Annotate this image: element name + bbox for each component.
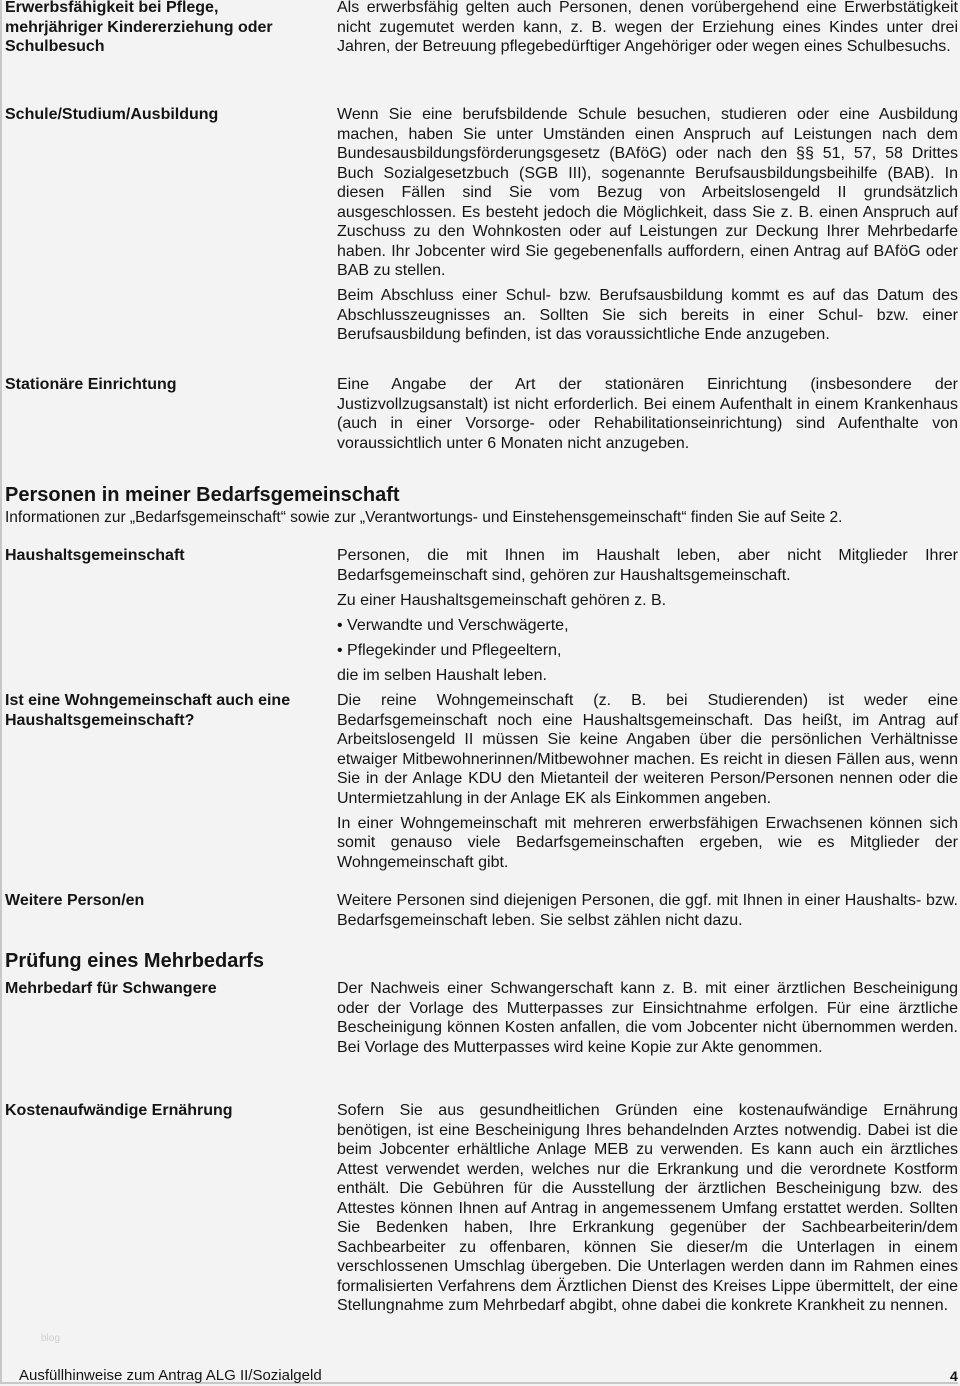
list-item: • Verwandte und Verschwägerte, — [337, 616, 569, 634]
paragraph: Der Nachweis einer Schwangerschaft kann z. B. mit einer ärztlichen Bescheinigung oder der Vorlage des Mutterpasses zur Einsichtnahme erfolgen. Für eine ärztliche Bescheinigung können Kosten anfallen, die vom Jobcenter nicht übernommen werden. Bei Vorlage des Mutterpasses wird keine Kopie zur Akte genommen. — [337, 980, 958, 1056]
list-item: • Pflegekinder und Pflegeeltern, — [337, 641, 562, 659]
paragraph: In einer Wohngemeinschaft mit mehreren erwerbsfähigen Erwachsenen können sich somit genauso viele Bedarfsgemeinschaften ergeben, wie es Mitglieder der Wohngemeinschaft gibt. — [337, 814, 958, 871]
row-text-weitere — [337, 891, 958, 930]
section-heading-bedarfsgemeinschaft: Personen in meiner Bedarfsgemeinschaft — [5, 484, 400, 506]
paragraph: Beim Abschluss einer Schul- bzw. Berufsausbildung kommt es auf das Datum des Abschlusszeugnisses an. Sollten Sie sich bereits in einer Schul- bzw. einer Berufsausbildung befinden, ist das voraussichtliche Ende anzugeben. — [337, 287, 958, 343]
paragraph: Als erwerbsfähig gelten auch Personen, denen vorübergehend eine Erwerbstätigkeit nicht zugemutet werden kann, z. B. wegen der Erziehung eines Kindes unter drei Jahren, der Betreuung pflegebedürftiger Angehöriger oder wegen eines Schulbesuchs. — [337, 0, 958, 55]
row-text-haushalt — [337, 546, 958, 685]
row-label-schule: Schule/Studium/Ausbildung — [5, 106, 219, 123]
paragraph: die im selben Haushalt leben. — [337, 666, 547, 684]
row-label-haushalt: Haushaltsgemeinschaft — [5, 547, 185, 564]
row-label-schwangere: Mehrbedarf für Schwangere — [5, 980, 217, 997]
row-text-schwangere — [337, 979, 958, 1057]
footer-title: Ausfüllhinweise zum Antrag ALG II/Sozialgeld — [19, 1367, 322, 1384]
paragraph: Weitere Personen sind diejenigen Personen, die ggf. mit Ihnen in einer Haushalts- bzw. Bedarfsgemeinschaft leben. Sie selbst zählen nicht dazu. — [337, 892, 958, 929]
paragraph: Sofern Sie aus gesundheitlichen Gründen eine kostenaufwändige Ernährung benötigen, ist eine Bescheinigung Ihres behandelnden Arztes notwendig. Dabei ist die beim Jobcenter erhältliche Anlage MEB zu verwenden. Es kann auch ein ärztliches Attest verwendet werden, welches nur die Erkrankung und die verordnete Kostform enthält. Die Gebühren für die Ausstellung der ärztlichen Bescheinigung bzw. des Attestes können Ihnen auf Antrag in angemessenem Umfang erstattet werden. Sollten Sie Bedenken haben, Ihre Erkrankung gegenüber der Sachbearbeiterin/dem Sachbearbeiter zu offenbaren, können Sie dieser/m die Unterlagen in einem verschlossenen Umschlag übergeben. Die Unterlagen werden dann im Rahmen eines formalisierten Verfahrens dem Ärztlichen Dienst des Kreises Lippe übermittelt, der eine Stellungnahme zum Mehrbedarf abgibt, ohne dabei die konkrete Krankheit zu nennen. — [337, 1102, 958, 1314]
page-number: 4 — [950, 1368, 958, 1384]
row-text-stationaer — [337, 375, 958, 453]
row-label-erwerbsfaehigkeit: Erwerbsfähigkeit bei Pflege, mehrjähriger Kindererziehung oder Schulbesuch — [5, 0, 273, 55]
row-text-ernaehrung — [337, 1101, 958, 1316]
paragraph: Eine Angabe der Art der stationären Einrichtung (insbesondere der Justizvollzugsanstalt) ist nicht erforderlich. Bei einem Aufenthalt in einem Krankenhaus (auch in einer Vorsorge- oder Rehabilitationseinrichtung) sind Aufenthalte von voraussichtlich unter 6 Monaten nicht anzugeben. — [337, 376, 958, 452]
paragraph: Personen, die mit Ihnen im Haushalt leben, aber nicht Mitglieder Ihrer Bedarfsgemeinschaft sind, gehören zur Haushaltsgemeinschaft. — [337, 547, 958, 584]
section-heading-mehrbedarf: Prüfung eines Mehrbedarfs — [5, 950, 264, 972]
section-intro-bedarfsgemeinschaft: Informationen zur „Bedarfsgemeinschaft“ sowie zur „Verantwortungs- und Einstehensgemeinschaft“ finden Sie auf Seite 2. — [5, 509, 843, 526]
watermark: blog — [41, 1333, 60, 1344]
paragraph: Die reine Wohngemeinschaft (z. B. bei Studierenden) ist weder eine Bedarfsgemeinschaft noch eine Haushaltsgemeinschaft. Das heißt, im Antrag auf Arbeitslosengeld II müssen Sie keine Angaben über die persönlichen Verhältnisse etwaiger Mitbewohnerinnen/Mitbewohner machen. Es reicht in diesen Fällen aus, wenn Sie in der Anlage KDU den Mietanteil der weiteren Person/Personen nennen oder die Untermietzahlung in der Anlage EK als Einkommen angeben. — [337, 692, 958, 807]
row-text-wg — [337, 691, 958, 872]
paragraph: Wenn Sie eine berufsbildende Schule besuchen, studieren oder eine Ausbildung machen, haben Sie unter Umständen einen Anspruch auf Leistungen nach dem Bundesausbildungsförderungsgesetz (BAföG) oder nach den §§ 51, 57, 58 Drittes Buch Sozialgesetzbuch (SGB III), sogenannte Berufsausbildungsbeihilfe (BAB). In diesen Fällen sind Sie vom Bezug von Arbeitslosengeld II grundsätzlich ausgeschlossen. Es besteht jedoch die Möglichkeit, dass Sie z. B. einen Anspruch auf Zuschuss zu den Wohnkosten oder auf Leistungen zur Deckung Ihrer Mehrbedarfe haben. Ihr Jobcenter wird Sie gegebenenfalls auffordern, einen Antrag auf BAföG oder BAB zu stellen. — [337, 106, 958, 279]
paragraph: Zu einer Haushaltsgemeinschaft gehören z. B. — [337, 591, 667, 609]
row-label-stationaer: Stationäre Einrichtung — [5, 376, 177, 393]
row-label-ernaehrung: Kostenaufwändige Ernährung — [5, 1102, 233, 1119]
row-text-schule — [337, 105, 958, 345]
row-label-weitere: Weitere Person/en — [5, 892, 145, 909]
row-label-wg: Ist eine Wohngemeinschaft auch eine Haushaltsgemeinschaft? — [5, 692, 291, 729]
row-text-erwerbsfaehigkeit — [337, 0, 958, 57]
